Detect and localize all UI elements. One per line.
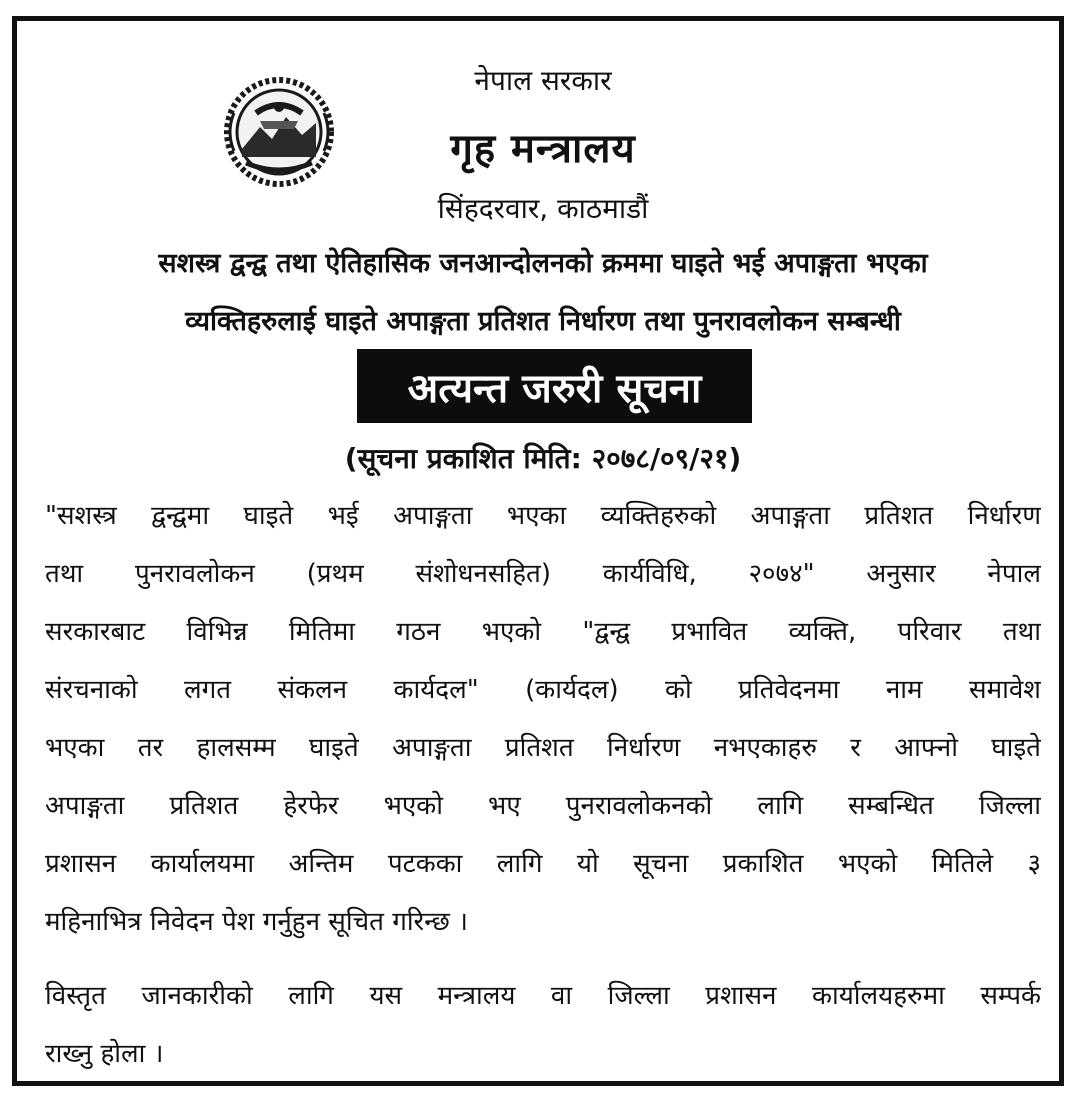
body-line: तथा पुनरावलोकन (प्रथम संशोधनसहित) कार्यविधि, २०७४" अनुसार नेपाल [45, 559, 1041, 589]
ministry-name: गृह मन्त्रालय [450, 126, 636, 172]
subject-line-2: व्यक्तिहरुलाई घाइते अपाङ्गता प्रतिशत निर्धारण तथा पुनरावलोकन सम्बन्धी [185, 306, 901, 337]
subject-line-1: सशस्त्र द्वन्द्व तथा ऐतिहासिक जनआन्दोलनको क्रममा घाइते भई अपाङ्गता भएका [158, 248, 928, 279]
body-line: महिनाभित्र निवेदन पेश गर्नुहुन सूचित गरिन्छ । [45, 907, 468, 937]
body-line: "सशस्त्र द्वन्द्वमा घाइते भई अपाङ्गता भएका व्यक्तिहरुको अपाङ्गता प्रतिशत निर्धारण [45, 501, 1041, 531]
ministry-address: सिंहदरवार, काठमाडौं [437, 192, 649, 225]
notice-body-paragraph [45, 487, 1041, 951]
body-line: संरचनाको लगत संकलन कार्यदल" (कार्यदल) को प्रतिवेदनमा नाम समावेश [45, 675, 1041, 705]
notice-frame [12, 16, 1064, 1086]
contact-paragraph [45, 967, 1041, 1083]
body-line: विस्तृत जानकारीको लागि यस मन्त्रालय वा जिल्ला प्रशासन कार्यालयहरुमा सम्पर्क [45, 981, 1041, 1011]
body-line: भएका तर हालसम्म घाइते अपाङ्गता प्रतिशत निर्धारण नभएकाहरु र आफ्नो घाइते [45, 733, 1041, 763]
body-line: अपाङ्गता प्रतिशत हेरफेर भएको भए पुनरावलोकनको लागि सम्बन्धित जिल्ला [45, 791, 1041, 821]
body-line: राख्नु होला । [45, 1039, 164, 1069]
body-line: सरकारबाट विभिन्न मितिमा गठन भएको "द्वन्द्व प्रभावित व्यक्ति, परिवार तथा [45, 617, 1041, 647]
body-line: प्रशासन कार्यालयमा अन्तिम पटकका लागि यो सूचना प्रकाशित भएको मितिले ३ [45, 849, 1041, 879]
notice-title: अत्यन्त जरुरी सूचना [357, 349, 752, 423]
government-name: नेपाल सरकार [474, 64, 612, 97]
published-date: (सूचना प्रकाशित मिति: २०७८/०९/२१) [344, 442, 742, 475]
